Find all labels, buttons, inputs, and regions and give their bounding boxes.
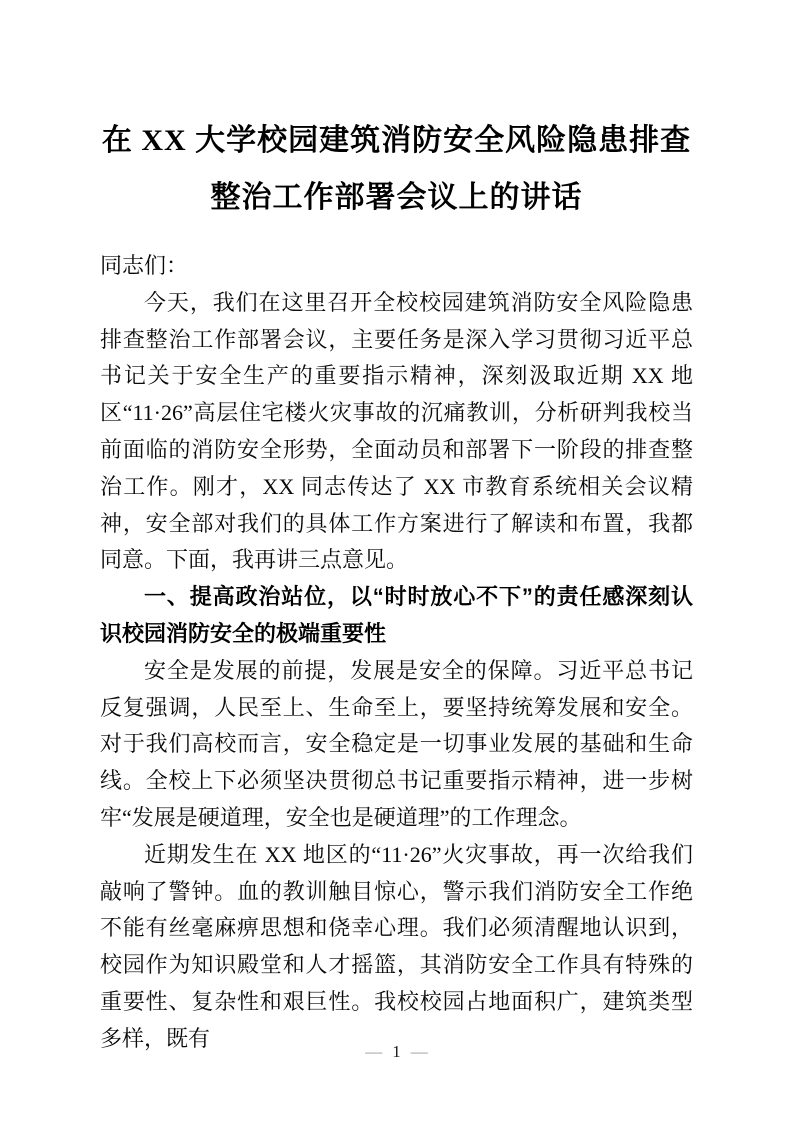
page-number: 1 <box>392 1042 401 1061</box>
paragraph-3: 近期发生在 XX 地区的“11·26”火灾事故，再一次给我们敲响了警钟。血的教训触目惊心，警示我们消防安全工作绝不能有丝毫麻痹思想和侥幸心理。我们必须清醒地认识到，校园作为知识殿堂和人才摇篮，其消防安全工作具有特殊的重要性、复杂性和艰巨性。我校校园占地面积广，建筑类型多样，既有 <box>100 841 693 1051</box>
footer-left-dash: — <box>365 1042 383 1061</box>
section-heading-1: 一、提高政治站位，以“时时放心不下”的责任感深刻认识校园消防安全的极端重要性 <box>100 584 693 646</box>
page-footer <box>0 1042 793 1062</box>
footer-right-dash: — <box>410 1042 428 1061</box>
document-title: 在 XX 大学校园建筑消防安全风险隐患排查整治工作部署会议上的讲话 <box>101 124 692 214</box>
salutation: 同志们： <box>100 253 189 278</box>
paragraph-1: 今天，我们在这里召开全校校园建筑消防安全风险隐患排查整治工作部署会议，主要任务是深入学习贯彻习近平总书记关于安全生产的重要指示精神，深刻汲取近期 XX 地区“11·26”高层住宅楼火灾事故的沉痛教训，分析研判我校当前面临的消防安全形势，全面动员和部署下一阶段的排查整治工作。刚才，XX 同志传达了 XX 市教育系统相关会议精神，安全部对我们的具体工作方案进行了解读和布置，我都同意。下面，我再讲三点意见。 <box>100 289 693 573</box>
paragraph-2: 安全是发展的前提，发展是安全的保障。习近平总书记反复强调，人民至上、生命至上，要坚持统筹发展和安全。对于我们高校而言，安全稳定是一切事业发展的基础和生命线。全校上下必须坚决贯彻总书记重要指示精神，进一步树牢“发展是硬道理，安全也是硬道理”的工作理念。 <box>100 657 693 830</box>
document-body <box>100 248 693 1058</box>
